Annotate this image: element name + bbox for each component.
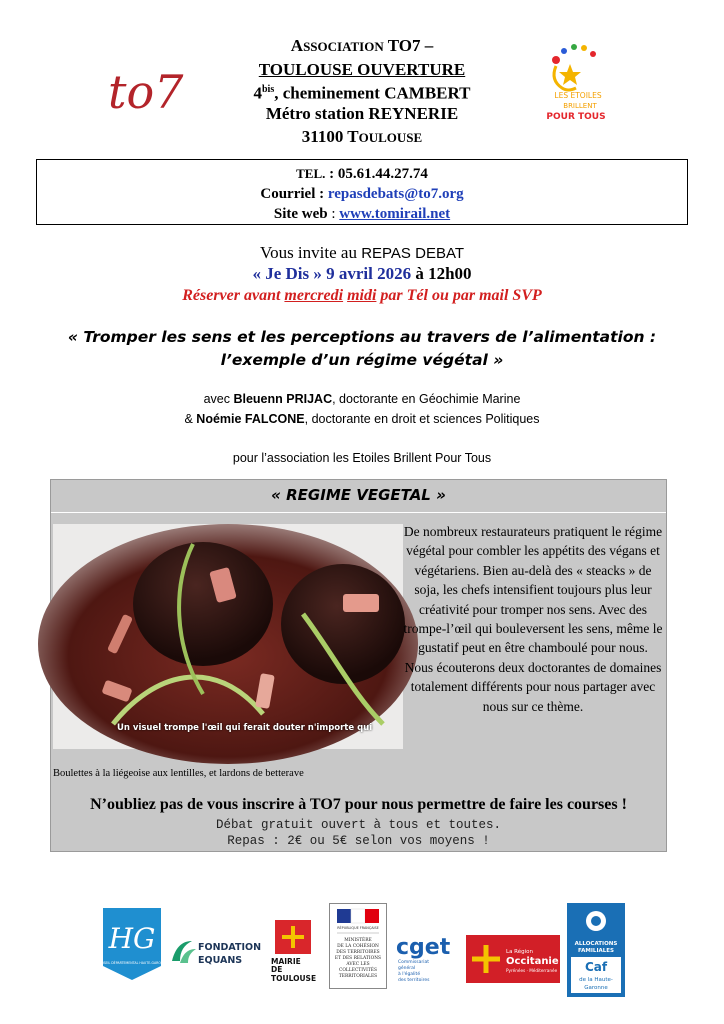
- svg-text:AVEC LES: AVEC LES: [346, 962, 370, 967]
- meal-price-note: Repas : 2€ ou 5€ selon vos moyens !: [227, 834, 490, 848]
- svg-text:DE: DE: [271, 965, 283, 974]
- address-city: 31100 TOULOUSE: [301, 127, 423, 146]
- svg-text:Caf: Caf: [584, 960, 608, 974]
- svg-text:Commissariat: Commissariat: [398, 960, 429, 965]
- svg-text:DES TERRITOIRES: DES TERRITOIRES: [336, 950, 380, 955]
- free-entry-note: Débat gratuit ouvert à tous et toutes.: [215, 818, 502, 832]
- event-date: « Je Dis » 9 avril 2026 à 12h00: [252, 264, 472, 283]
- svg-text:La Région: La Région: [506, 949, 534, 955]
- svg-text:ET DES RELATIONS: ET DES RELATIONS: [334, 956, 382, 961]
- box-divider: [51, 512, 666, 513]
- svg-text:FONDATION: FONDATION: [198, 942, 262, 953]
- speaker-2: & Noémie FALCONE, doctorante en droit et sciences Politiques: [184, 412, 540, 426]
- svg-text:BRILLENT: BRILLENT: [563, 102, 597, 110]
- svg-text:ALLOCATIONS: ALLOCATIONS: [574, 941, 618, 947]
- website-line: Site web : www.tomirail.net: [273, 206, 451, 222]
- box-title: « REGIME VEGETAL »: [271, 486, 446, 504]
- reservation-notice: Réserver avant mercredi midi par Tél ou par mail SVP: [182, 287, 542, 304]
- registration-reminder: N’oubliez pas de vous inscrire à TO7 pour nous permettre de faire les courses !: [90, 796, 627, 813]
- haute-garonne-logo: [96, 908, 168, 980]
- region-occitanie-logo: [466, 935, 560, 983]
- mairie-toulouse-logo: [269, 918, 321, 984]
- svg-text:Occitanie: Occitanie: [506, 956, 559, 967]
- svg-text:HG: HG: [108, 922, 156, 955]
- svg-text:DE LA COHÉSION: DE LA COHÉSION: [337, 944, 379, 949]
- svg-text:COLLECTIVITÉS: COLLECTIVITÉS: [338, 968, 378, 973]
- svg-text:Garonne: Garonne: [584, 985, 608, 991]
- email-line: Courriel : repasdebats@to7.org: [260, 186, 464, 202]
- regime-vegetal-box: [50, 479, 667, 852]
- address-metro: Métro station REYNERIE: [265, 104, 459, 123]
- image-caption: Boulettes à la liégeoise aux lentilles, et lardons de betterave: [53, 768, 304, 779]
- photo-caption: Un visuel trompe l'œil qui ferait douter n'importe qui: [117, 723, 373, 733]
- event-description: De nombreux restaurateurs pratiquent le régime végétal pour combler les appétits des végans et végétariens. Bien au-delà des « steacks » de soja, les chefs intensifient toujours plus leur créativité pour tromper nos sens. Avec des trompe-l’œil qui bouleversent les sens, même le gustatif peut en être chamboulé pour nous. Nous écouterons deux doctorantes de domaines totalement différents pour nous partager avec nous sur ce thème.: [403, 524, 663, 714]
- svg-text:LES ETOILES: LES ETOILES: [554, 91, 602, 100]
- food-photo: [53, 524, 403, 749]
- svg-text:général: général: [398, 966, 416, 971]
- ministere-logo: [329, 903, 387, 989]
- website-link[interactable]: www.tomirail.net: [339, 206, 451, 222]
- etoiles-brillent-logo: [540, 42, 616, 124]
- contact-box: [36, 159, 688, 225]
- svg-text:CONSEIL DÉPARTEMENTAL HAUTE-GA: CONSEIL DÉPARTEMENTAL HAUTE-GARONNE: [96, 961, 168, 965]
- assoc-fullname: TOULOUSE OUVERTURE: [258, 60, 466, 79]
- phone-line: TEL. : 05.61.44.27.74: [296, 166, 428, 182]
- fondation-equans-logo: [170, 935, 262, 967]
- svg-text:des territoires: des territoires: [398, 978, 430, 983]
- svg-text:MINISTÈRE: MINISTÈRE: [344, 938, 372, 943]
- svg-text:MAIRIE: MAIRIE: [271, 957, 301, 966]
- to7-logo: [104, 58, 184, 122]
- caf-haute-garonne-logo: [567, 903, 625, 997]
- address-street: $4^{bis}$, cheminement CAMBERT: [253, 83, 471, 103]
- svg-text:EQUANS: EQUANS: [198, 955, 243, 966]
- talk-title: « Tromper les sens et les perceptions au travers de l’alimentation : l’exemple d’un régime végétal »: [67, 328, 657, 369]
- assoc-name: ASSOCIATION TO7 –: [290, 36, 434, 55]
- email-link[interactable]: repasdebats@to7.org: [327, 186, 464, 202]
- svg-text:à l'égalité: à l'égalité: [398, 972, 421, 977]
- cget-logo: [394, 932, 458, 984]
- svg-text:FAMILIALES: FAMILIALES: [578, 948, 614, 954]
- svg-text:de la Haute-: de la Haute-: [579, 977, 613, 983]
- svg-text:TERRITORIALES: TERRITORIALES: [338, 974, 378, 979]
- svg-text:RÉPUBLIQUE FRANÇAISE: RÉPUBLIQUE FRANÇAISE: [337, 926, 379, 930]
- svg-text:cget: cget: [396, 935, 451, 960]
- association-line: pour l’association les Etoiles Brillent Pour Tous: [232, 451, 492, 465]
- svg-text:POUR TOUS: POUR TOUS: [546, 112, 606, 122]
- svg-text:TOULOUSE: TOULOUSE: [271, 974, 317, 983]
- to7-logo-text: to7: [108, 65, 184, 119]
- svg-text:Pyrénées · Méditerranée: Pyrénées · Méditerranée: [506, 968, 558, 973]
- speaker-1: avec Bleuenn PRIJAC, doctorante en Géochimie Marine: [203, 392, 521, 406]
- invite-line: Vous invite au REPAS DEBAT: [259, 243, 465, 262]
